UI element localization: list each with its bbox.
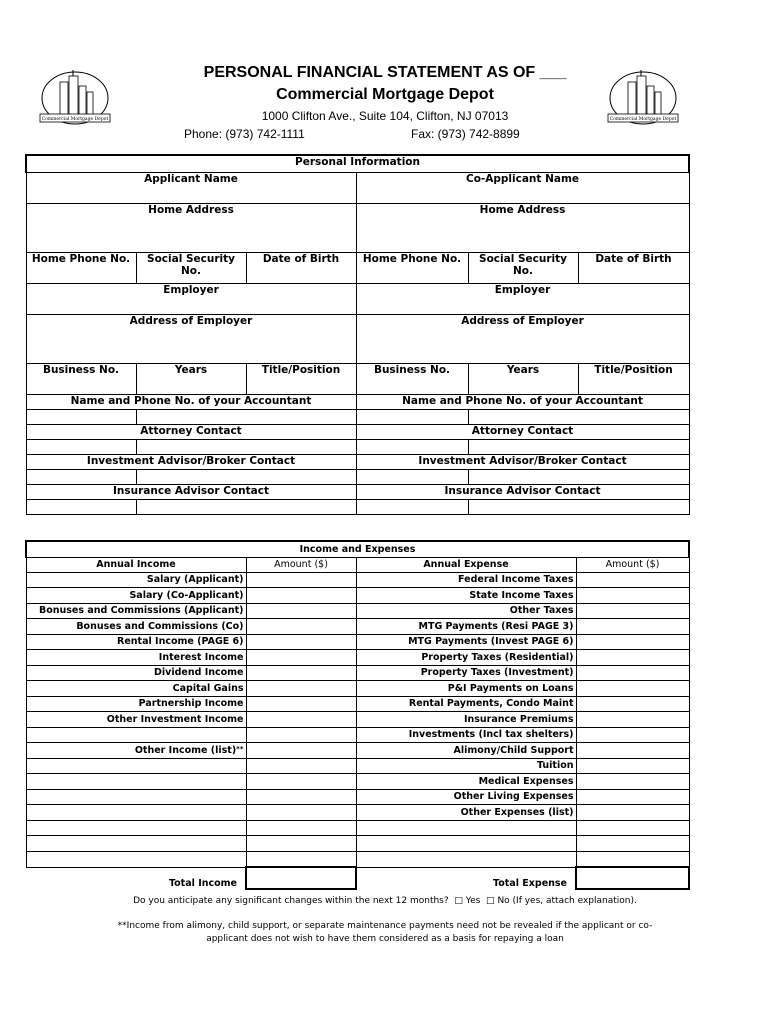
expense-amount-field[interactable] xyxy=(576,805,689,821)
table-row xyxy=(26,789,689,805)
income-item-label: Bonuses and Commissions (Applicant) xyxy=(26,603,246,619)
expense-item-label: Medical Expenses xyxy=(356,774,576,790)
expense-amount-field[interactable] xyxy=(576,681,689,697)
yes-checkbox[interactable]: □ xyxy=(454,896,463,906)
income-item-label xyxy=(26,727,246,743)
expense-amount-field[interactable] xyxy=(576,665,689,681)
coapplicant-insurance-advisor-name-field[interactable] xyxy=(356,500,468,515)
income-amount-field[interactable] xyxy=(246,743,356,759)
expense-amount-field[interactable] xyxy=(576,851,689,867)
applicant-accountant-name-field[interactable] xyxy=(26,410,136,425)
income-item-label xyxy=(26,805,246,821)
coapplicant-employer-address-field[interactable]: Address of Employer xyxy=(356,315,689,364)
coapplicant-years-field[interactable]: Years xyxy=(468,364,578,395)
income-item-label: Bonuses and Commissions (Co) xyxy=(26,619,246,635)
coapplicant-dob-field[interactable]: Date of Birth xyxy=(578,253,689,284)
expense-item-label: Alimony/Child Support xyxy=(356,743,576,759)
expense-item-label: Investments (Incl tax shelters) xyxy=(356,727,576,743)
income-amount-field[interactable] xyxy=(246,727,356,743)
applicant-investment-advisor-phone-field[interactable] xyxy=(136,470,356,485)
income-item-label xyxy=(26,758,246,774)
income-item-label xyxy=(26,836,246,852)
applicant-title-field[interactable]: Title/Position xyxy=(246,364,356,395)
expense-amount-field[interactable] xyxy=(576,696,689,712)
expense-amount-field[interactable] xyxy=(576,603,689,619)
income-amount-field[interactable] xyxy=(246,712,356,728)
income-amount-header: Amount ($) xyxy=(246,557,356,572)
income-item-label: Interest Income xyxy=(26,650,246,666)
coapplicant-insurance-advisor-label: Insurance Advisor Contact xyxy=(356,485,689,500)
annual-expense-header: Annual Expense xyxy=(356,557,576,572)
expense-item-label: Other Taxes xyxy=(356,603,576,619)
company-address: 1000 Clifton Ave., Suite 104, Clifton, NJ 07013 xyxy=(261,109,509,123)
applicant-attorney-phone-field[interactable] xyxy=(136,440,356,455)
expense-amount-field[interactable] xyxy=(576,727,689,743)
applicant-attorney-label: Attorney Contact xyxy=(26,425,356,440)
expense-amount-field[interactable] xyxy=(576,572,689,588)
personal-information-table xyxy=(25,154,690,515)
expense-amount-field[interactable] xyxy=(576,650,689,666)
table-row xyxy=(26,681,689,697)
income-item-label: Other Investment Income xyxy=(26,712,246,728)
company-name: Commercial Mortgage Depot xyxy=(276,86,494,103)
applicant-investment-advisor-label: Investment Advisor/Broker Contact xyxy=(26,455,356,470)
coapplicant-investment-advisor-label: Investment Advisor/Broker Contact xyxy=(356,455,689,470)
applicant-employer-field[interactable]: Employer xyxy=(26,284,356,315)
logo-text: Commercial Mortgage Depot xyxy=(41,117,109,122)
income-amount-field[interactable] xyxy=(246,820,356,836)
expense-amount-field[interactable] xyxy=(576,789,689,805)
document-title: PERSONAL FINANCIAL STATEMENT AS OF ___ xyxy=(203,64,567,81)
income-item-label: Capital Gains xyxy=(26,681,246,697)
expense-item-label: Insurance Premiums xyxy=(356,712,576,728)
expense-item-label: Other Expenses (list) xyxy=(356,805,576,821)
applicant-years-field[interactable]: Years xyxy=(136,364,246,395)
applicant-insurance-advisor-name-field[interactable] xyxy=(26,500,136,515)
table-row xyxy=(26,727,689,743)
table-row xyxy=(26,712,689,728)
coapplicant-accountant-label: Name and Phone No. of your Accountant xyxy=(356,395,689,410)
expense-item-label: Federal Income Taxes xyxy=(356,572,576,588)
company-fax: Fax: (973) 742-8899 xyxy=(411,127,520,141)
income-item-label xyxy=(26,774,246,790)
no-checkbox[interactable]: □ xyxy=(486,896,495,906)
applicant-employer-address-field[interactable]: Address of Employer xyxy=(26,315,356,364)
income-amount-field[interactable] xyxy=(246,758,356,774)
expense-item-label: MTG Payments (Invest PAGE 6) xyxy=(356,634,576,650)
coapplicant-accountant-name-field[interactable] xyxy=(356,410,468,425)
income-item-label: Other Income (list)** xyxy=(26,743,246,759)
coapplicant-business-no-field[interactable]: Business No. xyxy=(356,364,468,395)
expense-amount-field[interactable] xyxy=(576,619,689,635)
coapplicant-title-field[interactable]: Title/Position xyxy=(578,364,689,395)
table-row xyxy=(26,743,689,759)
income-item-label xyxy=(26,851,246,867)
coapplicant-attorney-phone-field[interactable] xyxy=(468,440,689,455)
income-item-label xyxy=(26,789,246,805)
coapplicant-name-field[interactable]: Co-Applicant Name xyxy=(356,173,689,204)
table-row xyxy=(26,836,689,852)
coapplicant-attorney-name-field[interactable] xyxy=(356,440,468,455)
expense-item-label: Other Living Expenses xyxy=(356,789,576,805)
expense-amount-field[interactable] xyxy=(576,836,689,852)
table-row xyxy=(26,588,689,604)
expense-item-label xyxy=(356,820,576,836)
income-item-label: Rental Income (PAGE 6) xyxy=(26,634,246,650)
coapplicant-attorney-label: Attorney Contact xyxy=(356,425,689,440)
income-amount-field[interactable] xyxy=(246,603,356,619)
total-expense-field[interactable] xyxy=(576,867,689,889)
table-row xyxy=(26,665,689,681)
expense-item-label: State Income Taxes xyxy=(356,588,576,604)
coapplicant-accountant-phone-field[interactable] xyxy=(468,410,689,425)
income-expenses-table xyxy=(25,540,690,890)
income-amount-field[interactable] xyxy=(246,665,356,681)
income-amount-field[interactable] xyxy=(246,588,356,604)
no-label: No (If yes, attach explanation). xyxy=(497,896,637,906)
table-row xyxy=(26,851,689,867)
expense-item-label: Tuition xyxy=(356,758,576,774)
table-row xyxy=(26,774,689,790)
coapplicant-home-address-field[interactable]: Home Address xyxy=(356,204,689,253)
expense-amount-field[interactable] xyxy=(576,712,689,728)
table-row xyxy=(26,805,689,821)
changes-question xyxy=(0,896,770,906)
footnote-mark: ** xyxy=(236,744,244,753)
total-income-label: Total Income xyxy=(26,867,246,889)
coapplicant-investment-advisor-phone-field[interactable] xyxy=(468,470,689,485)
coapplicant-home-phone-field[interactable]: Home Phone No. xyxy=(356,253,468,284)
footnote-line-1: **Income from alimony, child support, or separate maintenance payments need not be revealed if the applicant or co- xyxy=(117,921,653,931)
income-amount-field[interactable] xyxy=(246,851,356,867)
applicant-accountant-phone-field[interactable] xyxy=(136,410,356,425)
yes-label: Yes xyxy=(465,896,481,906)
applicant-insurance-advisor-label: Insurance Advisor Contact xyxy=(26,485,356,500)
applicant-home-address-field[interactable]: Home Address xyxy=(26,204,356,253)
table-row xyxy=(26,572,689,588)
table-row xyxy=(26,603,689,619)
expense-item-label: P&I Payments on Loans xyxy=(356,681,576,697)
income-amount-field[interactable] xyxy=(246,619,356,635)
table-row xyxy=(26,650,689,666)
applicant-dob-field[interactable]: Date of Birth xyxy=(246,253,356,284)
applicant-home-phone-field[interactable]: Home Phone No. xyxy=(26,253,136,284)
applicant-accountant-label: Name and Phone No. of your Accountant xyxy=(26,395,356,410)
expense-item-label: Rental Payments, Condo Maint xyxy=(356,696,576,712)
expense-amount-field[interactable] xyxy=(576,774,689,790)
expense-amount-field[interactable] xyxy=(576,820,689,836)
expense-item-label: Property Taxes (Residential) xyxy=(356,650,576,666)
expense-amount-field[interactable] xyxy=(576,758,689,774)
section-title: Personal Information xyxy=(26,155,689,173)
company-phone: Phone: (973) 742-1111 xyxy=(184,127,305,141)
income-item-label: Salary (Co-Applicant) xyxy=(26,588,246,604)
income-amount-field[interactable] xyxy=(246,696,356,712)
table-row xyxy=(26,758,689,774)
applicant-ssn-field[interactable]: Social Security No. xyxy=(136,253,246,284)
income-amount-field[interactable] xyxy=(246,789,356,805)
income-amount-field[interactable] xyxy=(246,836,356,852)
table-row xyxy=(26,820,689,836)
expense-item-label xyxy=(356,851,576,867)
table-row xyxy=(26,696,689,712)
expense-item-label: Property Taxes (Investment) xyxy=(356,665,576,681)
expense-amount-field[interactable] xyxy=(576,588,689,604)
income-item-label: Partnership Income xyxy=(26,696,246,712)
income-amount-field[interactable] xyxy=(246,650,356,666)
income-amount-field[interactable] xyxy=(246,681,356,697)
applicant-insurance-advisor-phone-field[interactable] xyxy=(136,500,356,515)
applicant-investment-advisor-name-field[interactable] xyxy=(26,470,136,485)
coapplicant-employer-field[interactable]: Employer xyxy=(356,284,689,315)
expense-amount-field[interactable] xyxy=(576,743,689,759)
coapplicant-insurance-advisor-phone-field[interactable] xyxy=(468,500,689,515)
footnote-line-2: applicant does not wish to have them considered as a basis for repaying a loan xyxy=(206,934,564,944)
applicant-name-field[interactable]: Applicant Name xyxy=(26,173,356,204)
applicant-business-no-field[interactable]: Business No. xyxy=(26,364,136,395)
annual-income-header: Annual Income xyxy=(26,557,246,572)
table-row xyxy=(26,634,689,650)
income-amount-field[interactable] xyxy=(246,572,356,588)
coapplicant-ssn-field[interactable]: Social Security No. xyxy=(468,253,578,284)
income-amount-field[interactable] xyxy=(246,774,356,790)
expense-item-label: MTG Payments (Resi PAGE 3) xyxy=(356,619,576,635)
income-amount-field[interactable] xyxy=(246,634,356,650)
coapplicant-investment-advisor-name-field[interactable] xyxy=(356,470,468,485)
income-item-label xyxy=(26,820,246,836)
income-item-label: Salary (Applicant) xyxy=(26,572,246,588)
income-item-label: Dividend Income xyxy=(26,665,246,681)
income-amount-field[interactable] xyxy=(246,805,356,821)
logo-text: Commercial Mortgage Depot xyxy=(609,117,677,122)
applicant-attorney-name-field[interactable] xyxy=(26,440,136,455)
expense-amount-field[interactable] xyxy=(576,634,689,650)
changes-question-text: Do you anticipate any significant changes within the next 12 months? xyxy=(133,896,449,906)
table-row xyxy=(26,619,689,635)
total-income-field[interactable] xyxy=(246,867,356,889)
expense-amount-header: Amount ($) xyxy=(576,557,689,572)
total-expense-label: Total Expense xyxy=(356,867,576,889)
expense-item-label xyxy=(356,836,576,852)
section-title: Income and Expenses xyxy=(26,541,689,557)
